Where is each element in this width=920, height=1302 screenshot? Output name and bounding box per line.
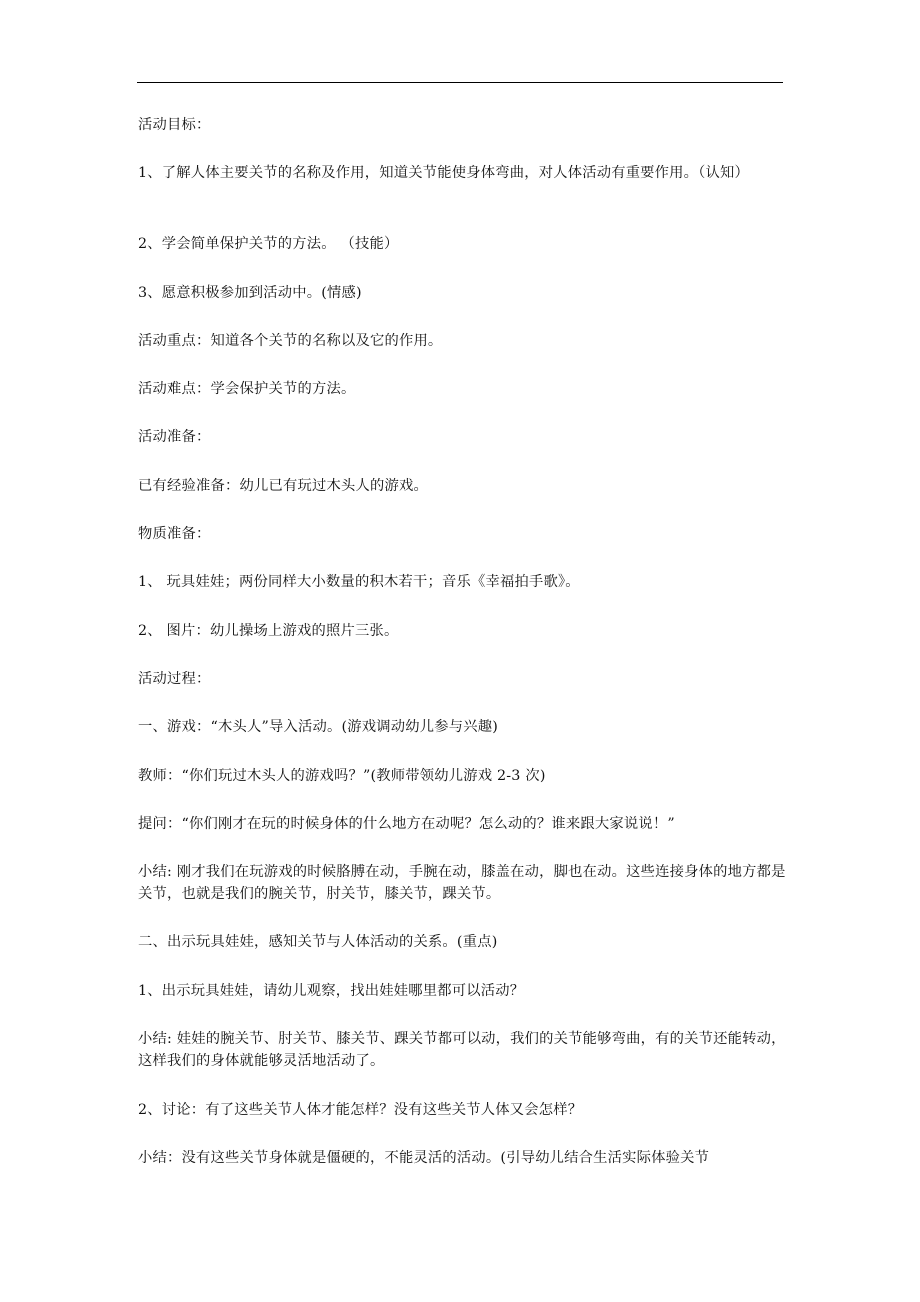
- paragraph: 1、 玩具娃娃；两份同样大小数量的积木若干；音乐《幸福拍手歌》。: [138, 574, 580, 590]
- paragraph: 已有经验准备：幼儿已有玩过木头人的游戏。: [138, 478, 428, 494]
- paragraph: 3、愿意积极参加到活动中。(情感): [138, 285, 362, 301]
- paragraph: 2、讨论：有了这些关节人体才能怎样？没有这些关节人体又会怎样？: [138, 1102, 583, 1118]
- paragraph: 活动目标：: [138, 117, 211, 133]
- paragraph: 活动准备：: [138, 429, 211, 445]
- paragraph: 2、 图片：幼儿操场上游戏的照片三张。: [138, 623, 399, 639]
- paragraph: 教师：“你们玩过木头人的游戏吗？”(教师带领幼儿游戏 2-3 次): [138, 768, 546, 784]
- paragraph: 1、出示玩具娃娃，请幼儿观察，找出娃娃哪里都可以活动？: [138, 983, 525, 999]
- paragraph: 一、游戏：“木头人”导入活动。(游戏调动幼儿参与兴趣): [138, 719, 498, 735]
- paragraph: 活动重点：知道各个关节的名称以及它的作用。: [138, 333, 443, 349]
- paragraph: 活动难点：学会保护关节的方法。: [138, 381, 356, 397]
- paragraph: 1、了解人体主要关节的名称及作用，知道关节能使身体弯曲，对人体活动有重要作用。（认知）: [138, 165, 750, 181]
- paragraph: 活动过程：: [138, 671, 211, 687]
- paragraph: 小结: 娃娃的腕关节、肘关节、膝关节、踝关节都可以动，我们的关节能够弯曲，有的关节还能转动，这样我们的身体就能够灵活地活动了。: [138, 1031, 786, 1069]
- paragraph: 小结：没有这些关节身体就是僵硬的，不能灵活的活动。(引导幼儿结合生活实际体验关节: [138, 1150, 710, 1166]
- paragraph: 2、学会简单保护关节的方法。 （技能）: [138, 236, 399, 252]
- paragraph: 提问：“你们刚才在玩的时候身体的什么地方在动呢？怎么动的？谁来跟大家说说！”: [138, 816, 675, 832]
- header-rule: [137, 82, 783, 83]
- paragraph: 小结: 刚才我们在玩游戏的时候胳膊在动，手腕在动，膝盖在动，脚也在动。这些连接身体的地方都是关节，也就是我们的腕关节，肘关节，膝关节，踝关节。: [138, 864, 786, 902]
- paragraph: 二、出示玩具娃娃，感知关节与人体活动的关系。(重点): [138, 934, 498, 950]
- paragraph: 物质准备：: [138, 526, 211, 542]
